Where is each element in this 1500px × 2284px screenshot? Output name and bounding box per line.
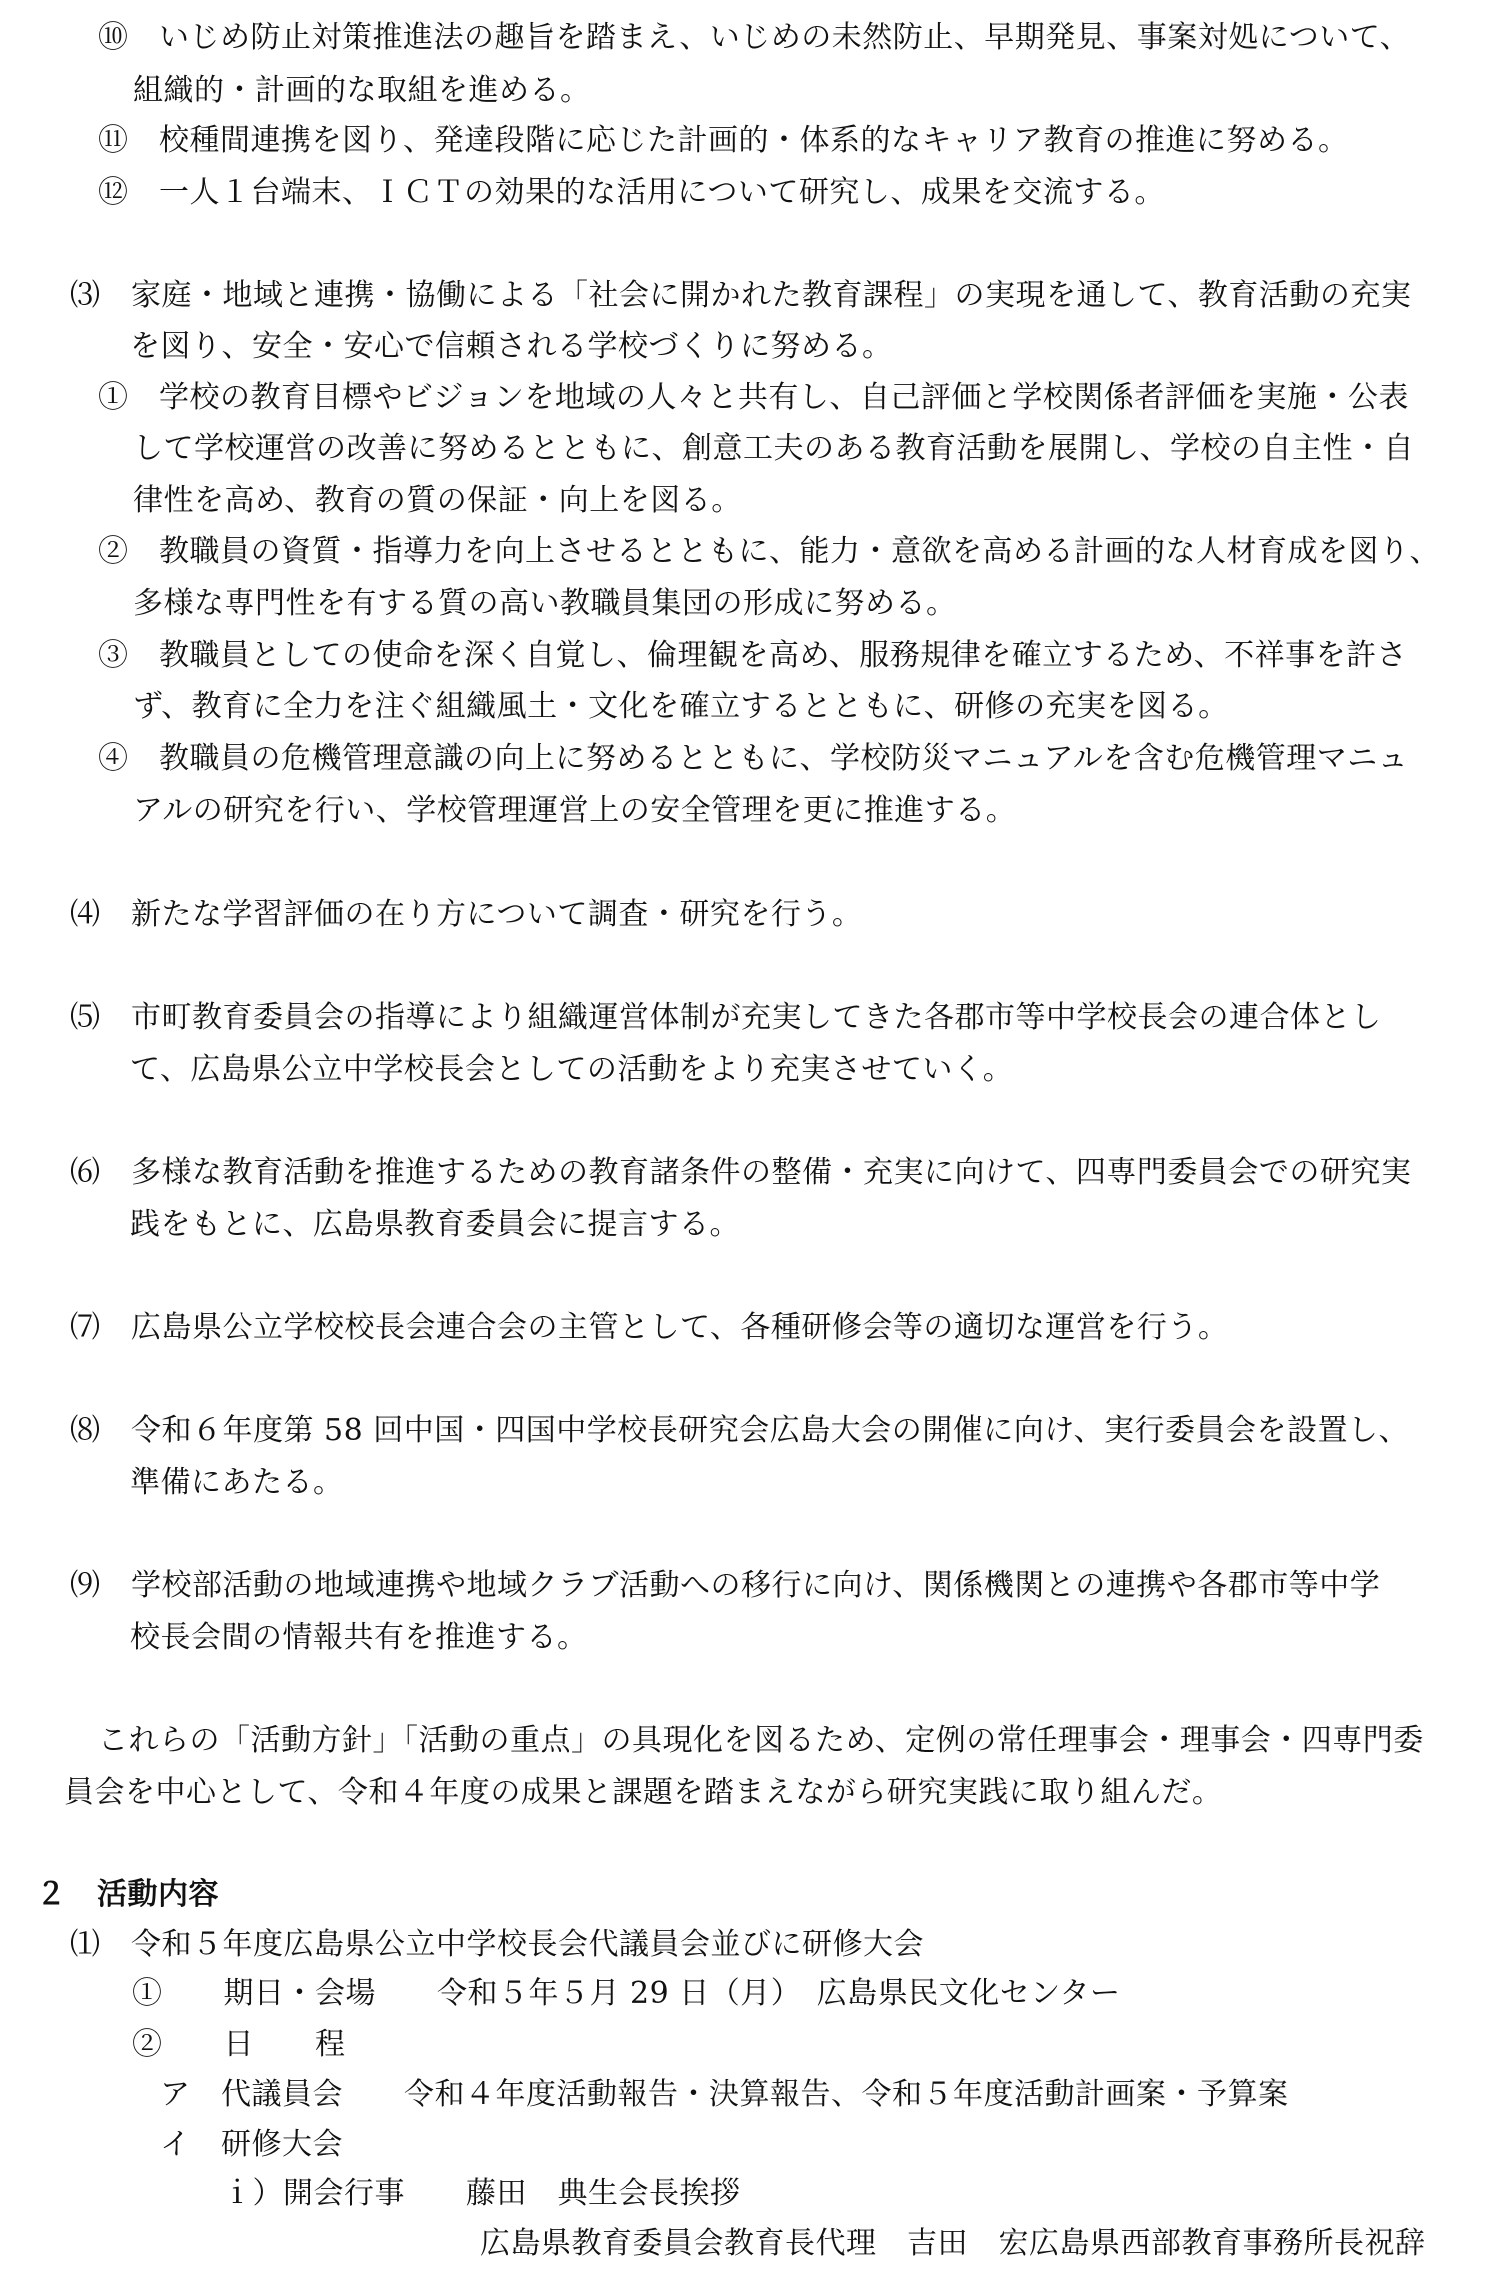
section-5-line1: ⑸ 市町教育委員会の指導により組織運営体制が充実してきた各郡市等中学校長会の連合体とし — [70, 1000, 1382, 1036]
section-8-line2: 準備にあたる。 — [130, 1464, 344, 1500]
activity-item-a: ア 代議員会 令和４年度活動報告・決算報告、令和５年度活動計画案・予算案 — [160, 2076, 1289, 2112]
list-item-10-line1: ⑩ いじめ防止対策推進法の趣旨を踏まえ、いじめの未然防止、早期発見、事案対処について、 — [98, 20, 1411, 55]
list-item-12: ⑫ 一人１台端末、ＩＣＴの効果的な活用について研究し、成果を交流する。 — [98, 174, 1165, 210]
section-3-item1-line2: して学校運営の改善に努めるとともに、創意工夫のある教育活動を展開し、学校の自主性・自 — [133, 431, 1414, 467]
section-6-line2: 践をもとに、広島県教育委員会に提言する。 — [130, 1206, 740, 1242]
list-item-11: ⑪ 校種間連携を図り、発達段階に応じた計画的・体系的なキャリア教育の推進に努める。 — [98, 123, 1349, 159]
summary-line2: 員会を中心として、令和４年度の成果と課題を踏まえながら研究実践に取り組んだ。 — [64, 1774, 1223, 1810]
section-5-line2: て、広島県公立中学校長会としての活動をより充実させていく。 — [130, 1051, 1014, 1087]
section-4: ⑷ 新たな学習評価の在り方について調査・研究を行う。 — [70, 896, 863, 932]
section-7: ⑺ 広島県公立学校校長会連合会の主管として、各種研修会等の適切な運営を行う。 — [70, 1309, 1229, 1345]
section-3-item1-line3: 律性を高め、教育の質の保証・向上を図る。 — [133, 482, 742, 518]
heading-activities: ２ 活動内容 — [36, 1876, 219, 1912]
section-3-item3-line1: ③ 教職員としての使命を深く自覚し、倫理観を高め、服務規律を確立するため、不祥事を許さ — [98, 637, 1408, 673]
activity-greeting: 広島県教育委員会教育長代理 吉田 宏広島県西部教育事務所長祝辞 — [480, 2226, 1426, 2261]
activity-item-i: イ 研修大会 — [160, 2126, 343, 2162]
summary-line1: これらの「活動方針」「活動の重点」の具現化を図るため、定例の常任理事会・理事会・四専門委 — [98, 1723, 1424, 1759]
section-9-line2: 校長会間の情報共有を推進する。 — [130, 1619, 588, 1655]
section-3-item4-line2: アルの研究を行い、学校管理運営上の安全管理を更に推進する。 — [133, 792, 1017, 828]
section-3-item4-line1: ④ 教職員の危機管理意識の向上に努めるとともに、学校防災マニュアルを含む危機管理マニュ — [98, 740, 1409, 776]
activity-schedule-label: ② 日 程 — [132, 2027, 346, 2063]
section-3-line2: を図り、安全・安心で信頼される学校づくりに努める。 — [130, 328, 893, 364]
section-3-line1: ⑶ 家庭・地域と連携・協働による「社会に開かれた教育課程」の実現を通して、教育活動の充実 — [70, 278, 1412, 314]
section-3-item2-line1: ② 教職員の資質・指導力を向上させるとともに、能力・意欲を高める計画的な人材育成を図り、 — [98, 534, 1440, 570]
section-6-line1: ⑹ 多様な教育活動を推進するための教育諸条件の整備・充実に向けて、四専門委員会での研究実 — [70, 1155, 1412, 1191]
activity-sub1-title: ⑴ 令和５年度広島県公立中学校長会代議員会並びに研修大会 — [70, 1926, 924, 1962]
section-3-item2-line2: 多様な専門性を有する質の高い教職員集団の形成に努める。 — [133, 586, 957, 622]
list-item-10-line2: 組織的・計画的な取組を進める。 — [133, 72, 591, 108]
activity-opening: ｉ）開会行事 藤田 典生会長挨拶 — [222, 2176, 741, 2212]
activity-date-venue: ① 期日・会場 令和５年５月 29 日（月） 広島県民文化センター — [132, 1976, 1121, 2012]
section-8-line1: ⑻ 令和６年度第 58 回中国・四国中学校長研究会広島大会の開催に向け、実行委員会を設置し、 — [70, 1413, 1410, 1449]
section-3-item1-line1: ① 学校の教育目標やビジョンを地域の人々と共有し、自己評価と学校関係者評価を実施・公表 — [98, 379, 1409, 415]
section-9-line1: ⑼ 学校部活動の地域連携や地域クラブ活動への移行に向け、関係機関との連携や各郡市等中学 — [70, 1568, 1381, 1604]
section-3-item3-line2: ず、教育に全力を注ぐ組織風土・文化を確立するとともに、研修の充実を図る。 — [133, 689, 1229, 725]
